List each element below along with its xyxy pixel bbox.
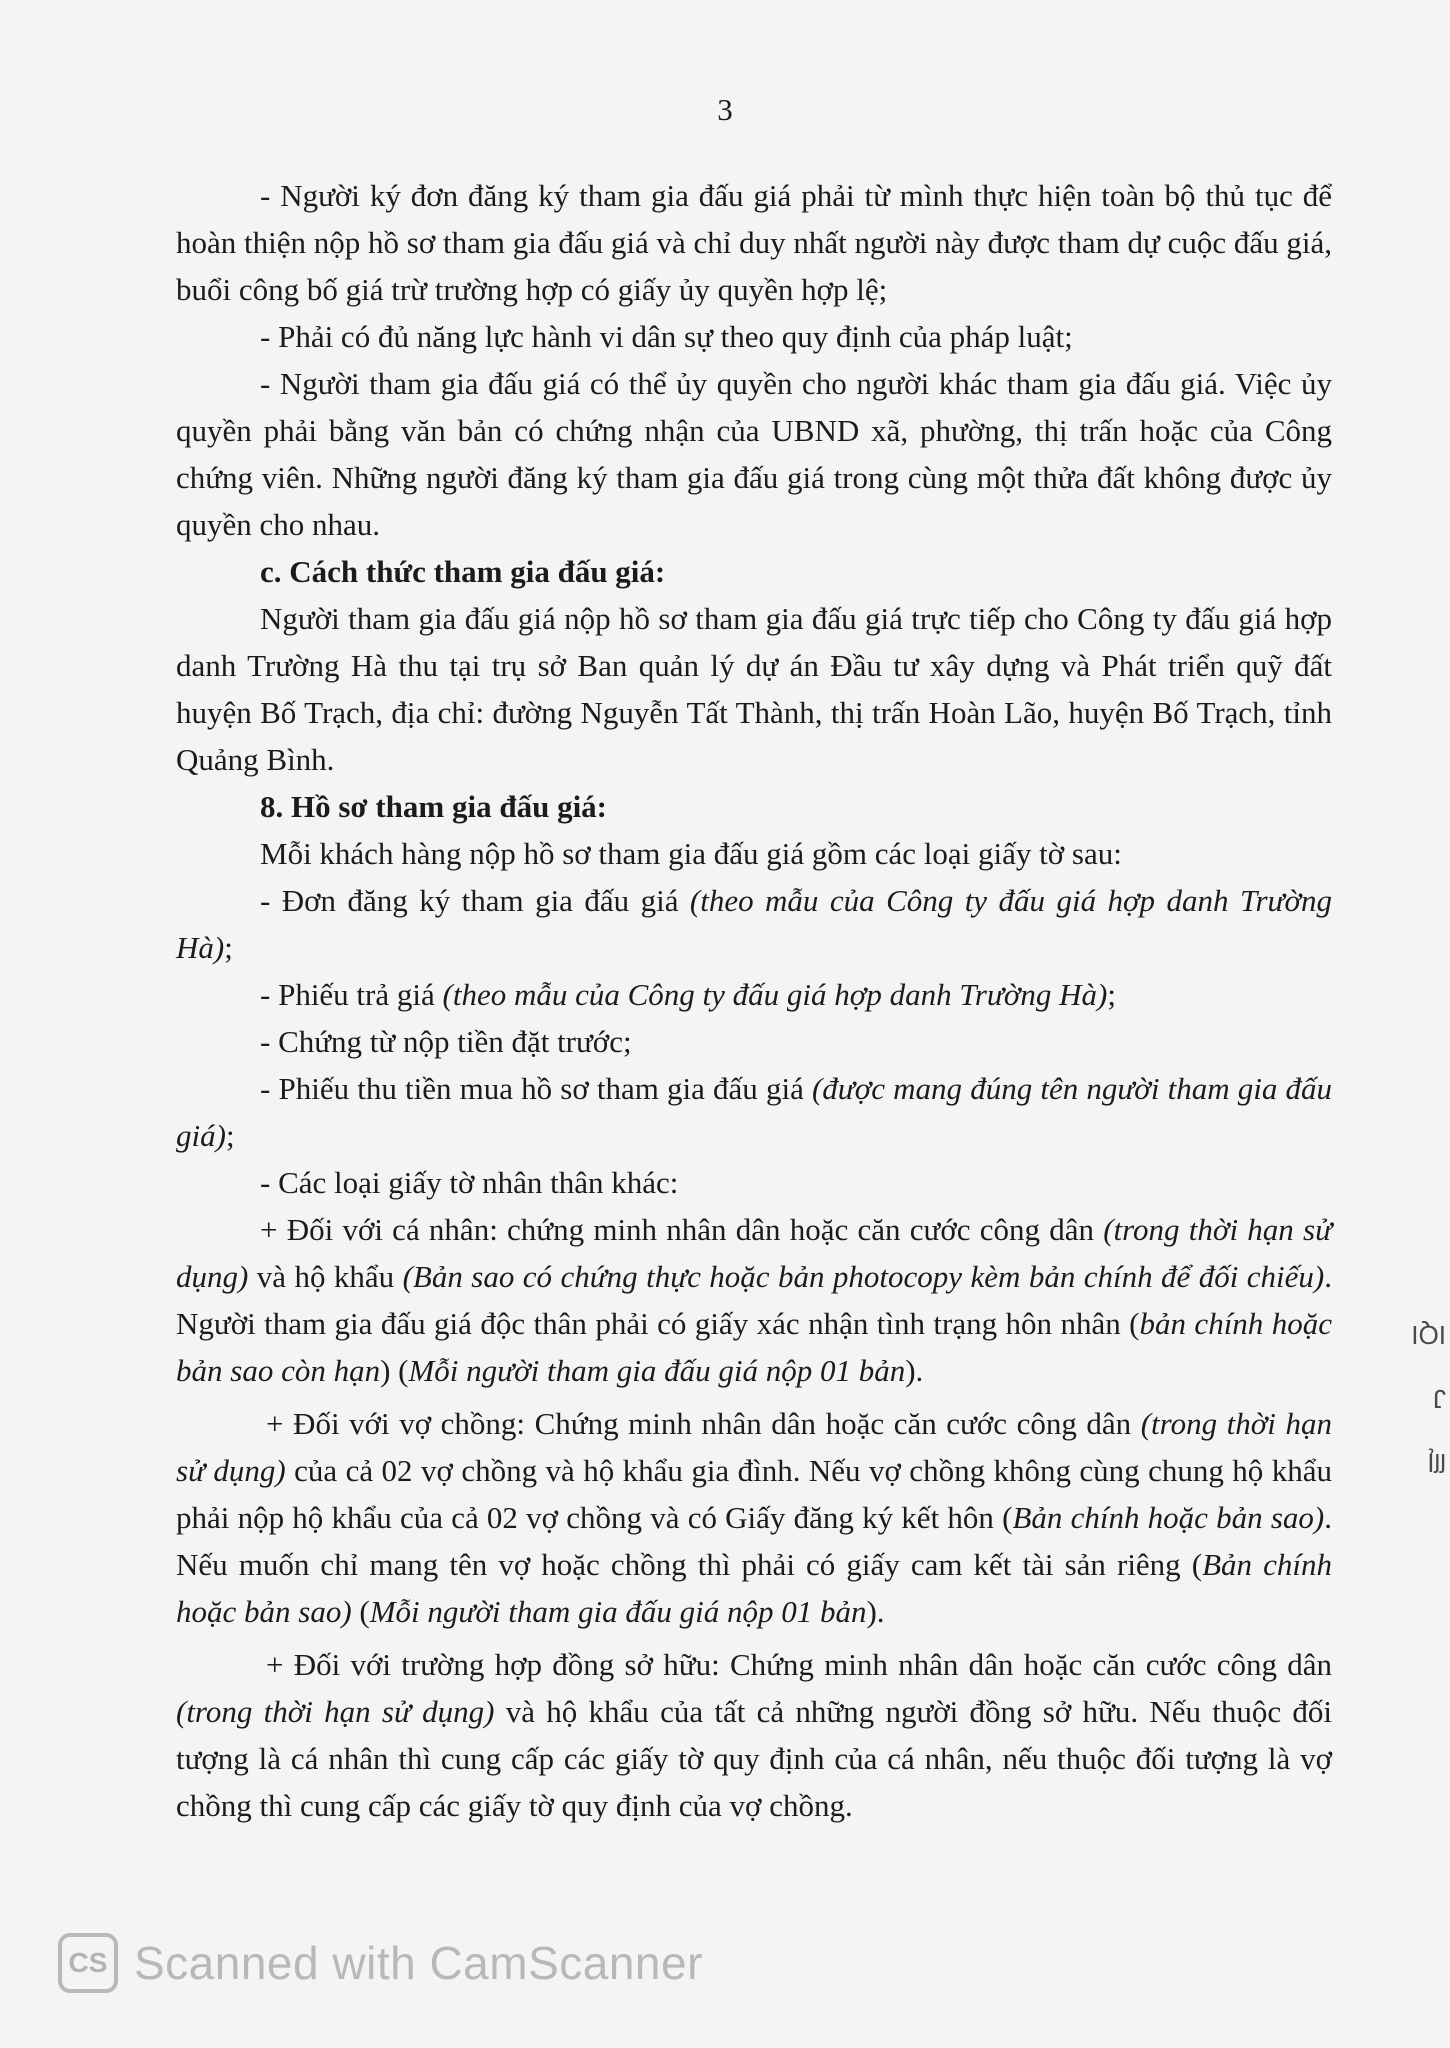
document-body bbox=[176, 172, 1332, 1829]
section-heading-c: c. Cách thức tham gia đấu giá: bbox=[260, 554, 666, 589]
camscanner-logo-icon: CS bbox=[58, 1933, 118, 1993]
paragraph-intro-documents: Mỗi khách hàng nộp hồ sơ tham gia đấu giá gồm các loại giấy tờ sau: bbox=[260, 836, 1122, 871]
camscanner-watermark bbox=[58, 1933, 703, 1993]
edge-mark: IQI bbox=[1411, 1320, 1446, 1350]
page-edge-marks bbox=[1411, 1318, 1446, 1718]
list-item-application-form: - Đơn đăng ký tham gia đấu giá (theo mẫu của Công ty đấu giá hợp danh Trường Hà); bbox=[176, 883, 1332, 965]
section-heading-8: 8. Hồ sơ tham gia đấu giá: bbox=[260, 789, 608, 824]
list-item-bid-slip: - Phiếu trả giá (theo mẫu của Công ty đấu giá hợp danh Trường Hà); bbox=[260, 977, 1116, 1012]
list-item-deposit-voucher: - Chứng từ nộp tiền đặt trước; bbox=[260, 1024, 632, 1059]
paragraph-signer: - Người ký đơn đăng ký tham gia đấu giá phải từ mình thực hiện toàn bộ thủ tục để hoàn thiện nộp hồ sơ tham gia đấu giá và chỉ duy nhất người này được tham dự cuộc đấu giá, buổi công bố giá trừ trường hợp có giấy ủy quyền hợp lệ; bbox=[176, 178, 1332, 307]
paragraph-spouses: + Đối với vợ chồng: Chứng minh nhân dân hoặc căn cước công dân (trong thời hạn sử dụng) của cả 02 vợ chồng và hộ khẩu gia đình. Nếu vợ chồng không cùng chung hộ khẩu phải nộp hộ khẩu của cả 02 vợ chồng và có Giấy đăng ký kết hôn (Bản chính hoặc bản sao). Nếu muốn chỉ mang tên vợ hoặc chồng thì phải có giấy cam kết tài sản riêng (Bản chính hoặc bản sao) (Mỗi người tham gia đấu giá nộp 01 bản). bbox=[176, 1406, 1333, 1629]
paragraph-method: Người tham gia đấu giá nộp hồ sơ tham gia đấu giá trực tiếp cho Công ty đấu giá hợp danh Trường Hà thu tại trụ sở Ban quản lý dự án Đầu tư xây dựng và Phát triển quỹ đất huyện Bố Trạch, địa chỉ: đường Nguyễn Tất Thành, thị trấn Hoàn Lão, huyện Bố Trạch, tỉnh Quảng Bình. bbox=[176, 601, 1332, 777]
paragraph-individual: + Đối với cá nhân: chứng minh nhân dân hoặc căn cước công dân (trong thời hạn sử dụng) và hộ khẩu (Bản sao có chứng thực hoặc bản photocopy kèm bản chính để đối chiếu). Người tham gia đấu giá độc thân phải có giấy xác nhận tình trạng hôn nhân (bản chính hoặc bản sao còn hạn) (Mỗi người tham gia đấu giá nộp 01 bản). bbox=[176, 1212, 1332, 1388]
watermark-text: Scanned with CamScanner bbox=[134, 1937, 703, 1989]
list-item-receipt: - Phiếu thu tiền mua hồ sơ tham gia đấu giá (được mang đúng tên người tham gia đấu giá); bbox=[176, 1071, 1332, 1153]
edge-mark: J bbox=[1433, 1384, 1446, 1414]
paragraph-capacity: - Phải có đủ năng lực hành vi dân sự theo quy định của pháp luật; bbox=[260, 319, 1073, 354]
paragraph-co-ownership: + Đối với trường hợp đồng sở hữu: Chứng minh nhân dân hoặc căn cước công dân (trong thời hạn sử dụng) và hộ khẩu của tất cả những người đồng sở hữu. Nếu thuộc đối tượng là cá nhân thì cung cấp các giấy tờ quy định của cá nhân, nếu thuộc đối tượng là vợ chồng thì cung cấp các giấy tờ quy định của vợ chồng. bbox=[176, 1647, 1332, 1823]
paragraph-authorization: - Người tham gia đấu giá có thể ủy quyền cho người khác tham gia đấu giá. Việc ủy quyền phải bằng văn bản có chứng nhận của UBND xã, phường, thị trấn hoặc của Công chứng viên. Những người đăng ký tham gia đấu giá trong cùng một thửa đất không được ủy quyền cho nhau. bbox=[176, 366, 1332, 542]
page-number: 3 bbox=[717, 92, 733, 127]
edge-mark: ſſĮ bbox=[1427, 1448, 1446, 1478]
list-item-personal-papers: - Các loại giấy tờ nhân thân khác: bbox=[260, 1165, 679, 1200]
